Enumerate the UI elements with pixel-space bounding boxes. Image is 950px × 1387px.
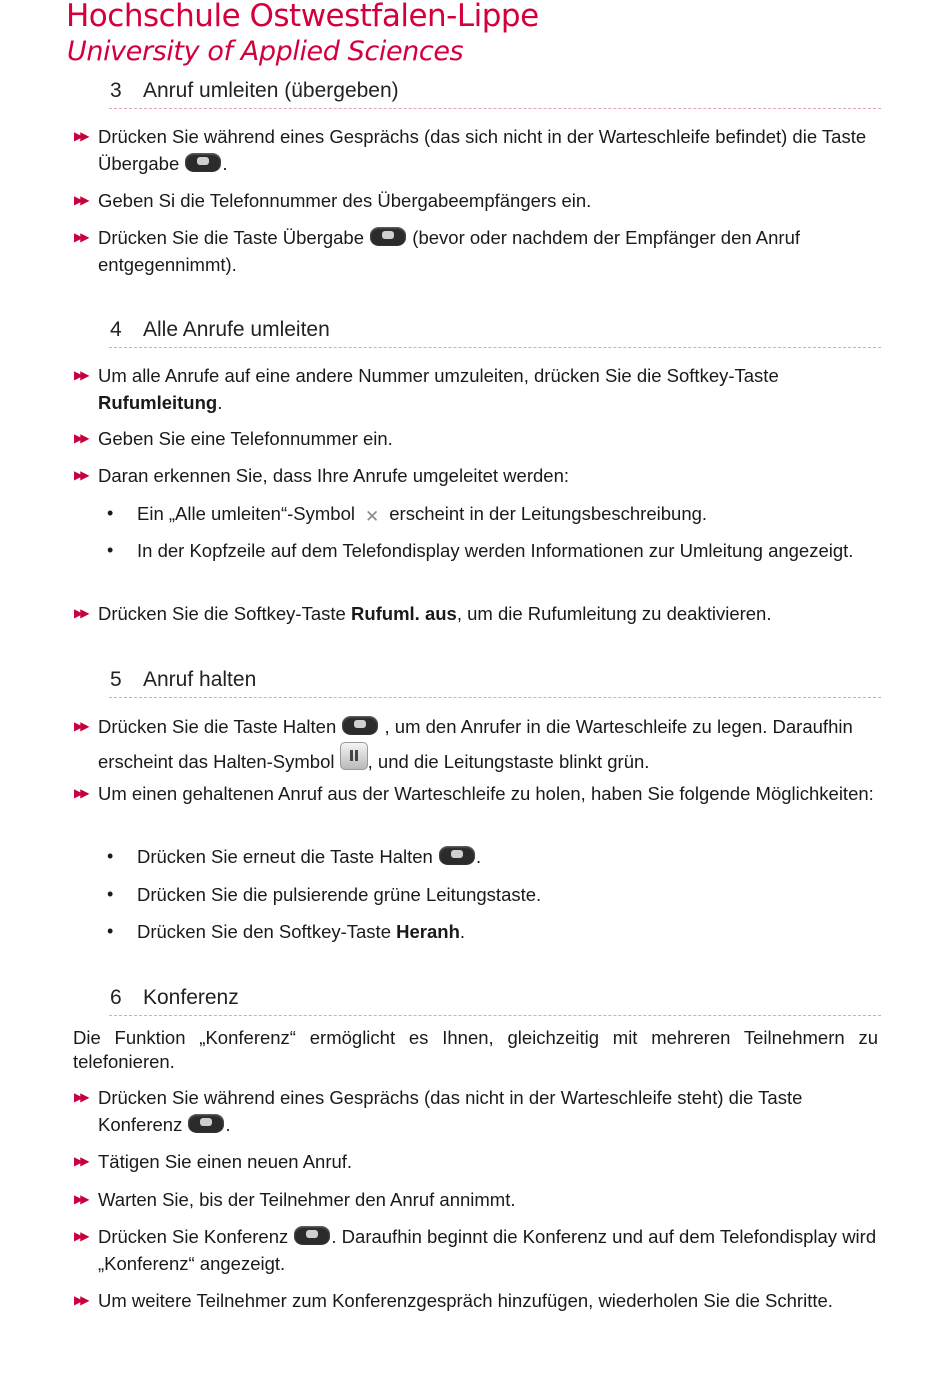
list-item	[74, 1186, 888, 1213]
item-text: Um alle Anrufe auf eine andere Nummer umzuleiten, drücken Sie die Softkey-Taste	[98, 365, 779, 386]
list-item	[74, 462, 888, 489]
item-text: Drücken Sie die Taste Halten	[98, 716, 342, 737]
double-arrow-icon: ▶▶	[74, 1293, 87, 1307]
section-number: 6	[110, 986, 122, 1009]
list-item	[74, 362, 888, 416]
item-text-end: , und die Leitungstaste blinkt grün.	[367, 751, 650, 772]
bullet-text: Ein „Alle umleiten“-Symbol	[137, 503, 361, 524]
hold-key-icon	[342, 716, 378, 735]
section-heading-4	[110, 318, 330, 342]
section-divider	[109, 697, 881, 698]
list-item	[74, 1287, 888, 1314]
bullet-item	[107, 537, 857, 564]
item-text: Geben Si die Telefonnummer des Übergabeempfängers ein.	[98, 190, 592, 211]
conference-key-icon	[294, 1226, 330, 1245]
bullet-text-end: .	[459, 921, 466, 942]
forward-all-icon: ✕	[364, 507, 380, 527]
bullet-item	[107, 881, 857, 908]
double-arrow-icon: ▶▶	[74, 431, 87, 445]
double-arrow-icon: ▶▶	[74, 1192, 87, 1206]
item-text: Daran erkennen Sie, dass Ihre Anrufe umgeleitet werden:	[98, 465, 570, 486]
list-item	[74, 1223, 888, 1277]
item-text: Um einen gehaltenen Anruf aus der Warteschleife zu holen, haben Sie folgende Möglichkeiten:	[98, 783, 874, 804]
double-arrow-icon: ▶▶	[74, 193, 87, 207]
item-text-mid: , um den Anrufer in die Warteschleife zu legen. Daraufhin erscheint das Halten-Symbol	[98, 716, 853, 772]
double-arrow-icon: ▶▶	[74, 468, 87, 482]
softkey-name: Rufumleitung	[98, 392, 218, 413]
double-arrow-icon: ▶▶	[74, 1229, 87, 1243]
bullet-text: Drücken Sie die pulsierende grüne Leitungstaste.	[137, 884, 542, 905]
double-arrow-icon: ▶▶	[74, 230, 87, 244]
bullet-icon: •	[107, 846, 114, 866]
bullet-text-end: erscheint in der Leitungsbeschreibung.	[384, 503, 708, 524]
item-text: Tätigen Sie einen neuen Anruf.	[98, 1151, 353, 1172]
section-number: 5	[110, 668, 122, 691]
double-arrow-icon: ▶▶	[74, 1154, 87, 1168]
bullet-text: Drücken Sie erneut die Taste Halten	[137, 846, 438, 867]
item-text-end: (bevor oder nachdem der Empfänger den Anruf entgegennimmt).	[98, 227, 801, 275]
item-text: Um weitere Teilnehmer zum Konferenzgespräch hinzufügen, wiederholen Sie die Schritte.	[98, 1290, 833, 1311]
double-arrow-icon: ▶▶	[74, 719, 87, 733]
item-text-end: .	[217, 392, 223, 413]
bullet-icon: •	[107, 503, 114, 523]
item-text: Drücken Sie die Taste Übergabe	[98, 227, 370, 248]
item-text: Drücken Sie während eines Gesprächs (das nicht in der Warteschleife steht) die Taste Konferenz	[98, 1087, 803, 1135]
item-text-end: . Daraufhin beginnt die Konferenz und auf dem Telefondisplay wird „Konferenz“ angezeigt.	[98, 1226, 877, 1274]
conference-key-icon	[188, 1114, 224, 1133]
section-title: Konferenz	[143, 986, 239, 1009]
softkey-name: Heranh	[396, 921, 460, 942]
section-number: 3	[110, 79, 122, 102]
list-item	[74, 425, 888, 452]
item-text: Drücken Sie während eines Gesprächs (das sich nicht in der Warteschleife befindet) die Taste Übergabe	[98, 126, 867, 174]
list-item	[74, 1084, 888, 1138]
section-heading-3	[110, 79, 399, 103]
double-arrow-icon: ▶▶	[74, 786, 87, 800]
intro-paragraph: Die Funktion „Konferenz“ ermöglicht es Ihnen, gleichzeitig mit mehreren Teilnehmern zu telefonieren.	[73, 1027, 878, 1072]
double-arrow-icon: ▶▶	[74, 368, 87, 382]
list-item	[74, 187, 888, 214]
double-arrow-icon: ▶▶	[74, 606, 87, 620]
logo-subtitle: University of Applied Sciences	[67, 36, 464, 67]
section-divider	[109, 108, 881, 109]
double-arrow-icon: ▶▶	[74, 1090, 87, 1104]
item-text: Geben Sie eine Telefonnummer ein.	[98, 428, 393, 449]
transfer-key-icon	[185, 153, 221, 172]
section-title: Anruf halten	[143, 668, 257, 691]
double-arrow-icon: ▶▶	[74, 129, 87, 143]
transfer-key-icon	[370, 227, 406, 246]
bullet-text: Drücken Sie den Softkey-Taste	[137, 921, 397, 942]
section-heading-6	[110, 986, 239, 1010]
section-heading-5	[110, 668, 256, 692]
item-text: Warten Sie, bis der Teilnehmer den Anruf annimmt.	[98, 1189, 516, 1210]
bullet-item	[107, 500, 857, 527]
bullet-item	[107, 843, 857, 870]
bullet-icon: •	[107, 921, 114, 941]
list-item	[74, 1148, 888, 1175]
section-divider	[109, 1015, 881, 1016]
bullet-icon: •	[107, 540, 114, 560]
bullet-item	[107, 918, 857, 945]
logo-title: Hochschule Ostwestfalen-Lippe	[66, 0, 539, 34]
section-title: Anruf umleiten (übergeben)	[143, 79, 399, 102]
bullet-text-end: .	[475, 846, 482, 867]
item-text-end: , um die Rufumleitung zu deaktivieren.	[456, 603, 772, 624]
hold-key-icon	[439, 846, 475, 865]
list-item	[74, 123, 888, 177]
bullet-text: In der Kopfzeile auf dem Telefondisplay werden Informationen zur Umleitung angezeigt.	[137, 540, 854, 561]
list-item	[74, 780, 888, 807]
section-title: Alle Anrufe umleiten	[143, 318, 330, 341]
list-item	[74, 224, 888, 278]
hold-symbol-icon	[340, 742, 368, 770]
item-text: Drücken Sie Konferenz	[98, 1226, 294, 1247]
section-divider	[109, 347, 881, 348]
list-item	[74, 711, 888, 777]
item-text: Drücken Sie die Softkey-Taste	[98, 603, 351, 624]
list-item	[74, 600, 888, 627]
softkey-name: Rufuml. aus	[350, 603, 457, 624]
item-text-end: .	[225, 1114, 231, 1135]
bullet-icon: •	[107, 884, 114, 904]
section-number: 4	[110, 318, 122, 341]
item-text-end: .	[222, 153, 228, 174]
